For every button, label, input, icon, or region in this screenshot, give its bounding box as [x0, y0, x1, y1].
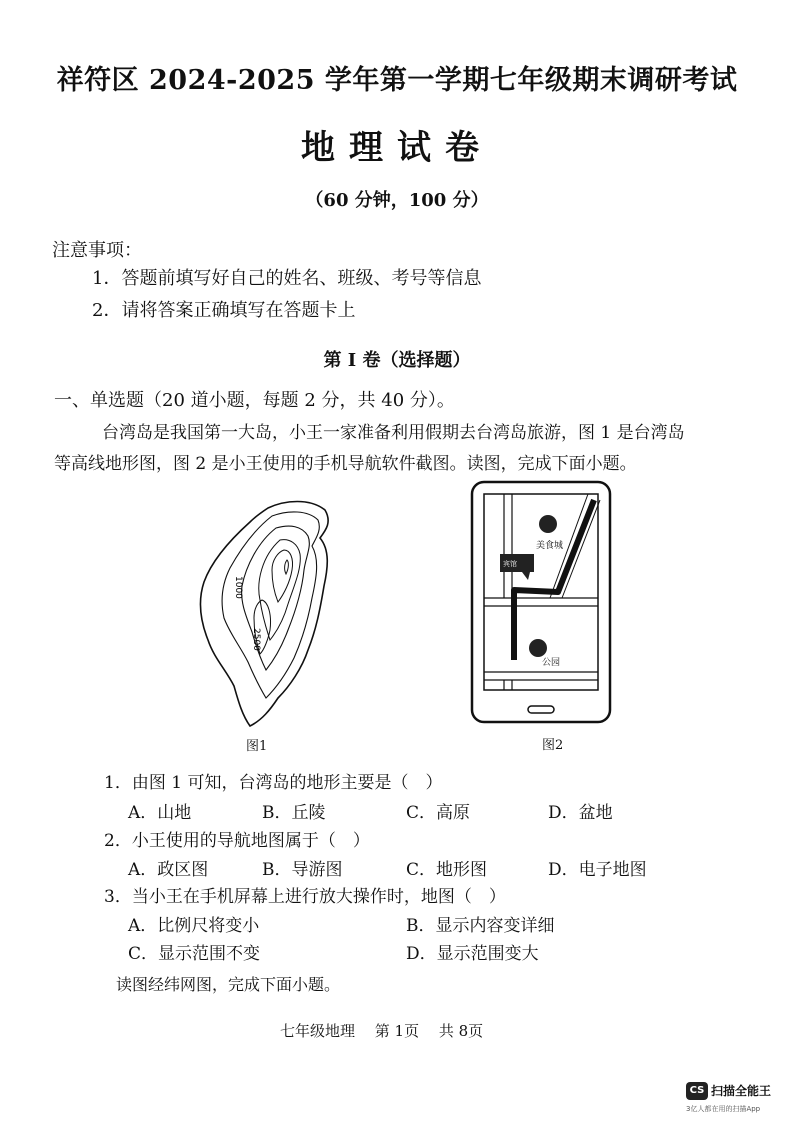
- question-option: C．显示范围不变: [128, 944, 261, 964]
- notice-heading: 注意事项：: [52, 240, 142, 261]
- question-option: D．盆地: [548, 803, 613, 823]
- scanner-tagline: 3亿人都在用的扫描App: [686, 1105, 761, 1113]
- contour-label-2500: 2500: [251, 628, 261, 651]
- hotel-label: 宾馆: [503, 560, 517, 568]
- question-stem: 2．小王使用的导航地图属于（ ）: [104, 831, 370, 851]
- scanner-logo-icon: CS: [686, 1082, 708, 1100]
- intro-line: 台湾岛是我国第一大岛，小王一家准备利用假期去台湾岛旅游，图 1 是台湾岛: [102, 423, 685, 443]
- park-marker-icon: [529, 639, 547, 657]
- scanner-watermark: [686, 1080, 772, 1113]
- food-city-marker-icon: [539, 515, 557, 533]
- contour-label-1000: 1000: [233, 576, 243, 599]
- question-option: D．电子地图: [548, 860, 647, 880]
- question-option: C．地形图: [406, 860, 488, 880]
- section-title: 一、单选题（20 道小题，每题 2 分，共 40 分）。: [54, 390, 455, 411]
- park-label: 公园: [542, 658, 561, 668]
- question-option: D．显示范围变大: [406, 944, 539, 964]
- question-option: B．导游图: [262, 860, 343, 880]
- exam-duration: （60 分钟，100 分）: [305, 190, 489, 211]
- question-stem: 1．由图 1 可知，台湾岛的地形主要是（ ）: [104, 773, 443, 793]
- question-option: B．显示内容变详细: [406, 916, 555, 936]
- notice-item: 2．请将答案正确填写在答题卡上: [92, 300, 356, 321]
- question-option: A．比例尺将变小: [128, 916, 260, 936]
- question-stem: 3．当小王在手机屏幕上进行放大操作时，地图（ ）: [104, 887, 506, 907]
- question-option: A．山地: [128, 803, 192, 823]
- next-intro: 读图经纬网图，完成下面小题。: [116, 975, 341, 994]
- phone-map-svg: [470, 480, 620, 730]
- figure-1-taiwan-contour-map: [190, 490, 350, 755]
- exam-title: 祥符区 2024-2025 学年第一学期七年级期末调研考试: [56, 65, 738, 96]
- scanner-name: 扫描全能王: [711, 1084, 772, 1098]
- page-footer: 七年级地理 第 1页 共 8页: [280, 1022, 484, 1040]
- taiwan-contour-svg: [190, 490, 350, 755]
- exam-subject: 地理试卷: [301, 128, 493, 168]
- food-city-label: 美食城: [536, 541, 564, 551]
- figure-2-phone-navigation: [470, 480, 620, 753]
- notice-item: 1．答题前填写好自己的姓名、班级、考号等信息: [92, 268, 482, 289]
- phone-home-button: [528, 706, 554, 713]
- figure-1-caption: 图1: [246, 739, 268, 754]
- volume-title: 第 I 卷（选择题）: [323, 350, 471, 371]
- question-option: A．政区图: [128, 860, 209, 880]
- question-option: C．高原: [406, 803, 471, 823]
- intro-line: 等高线地形图，图 2 是小王使用的手机导航软件截图。读图，完成下面小题。: [54, 454, 637, 474]
- question-option: B．丘陵: [262, 803, 326, 823]
- figure-2-caption: 图2: [542, 738, 564, 753]
